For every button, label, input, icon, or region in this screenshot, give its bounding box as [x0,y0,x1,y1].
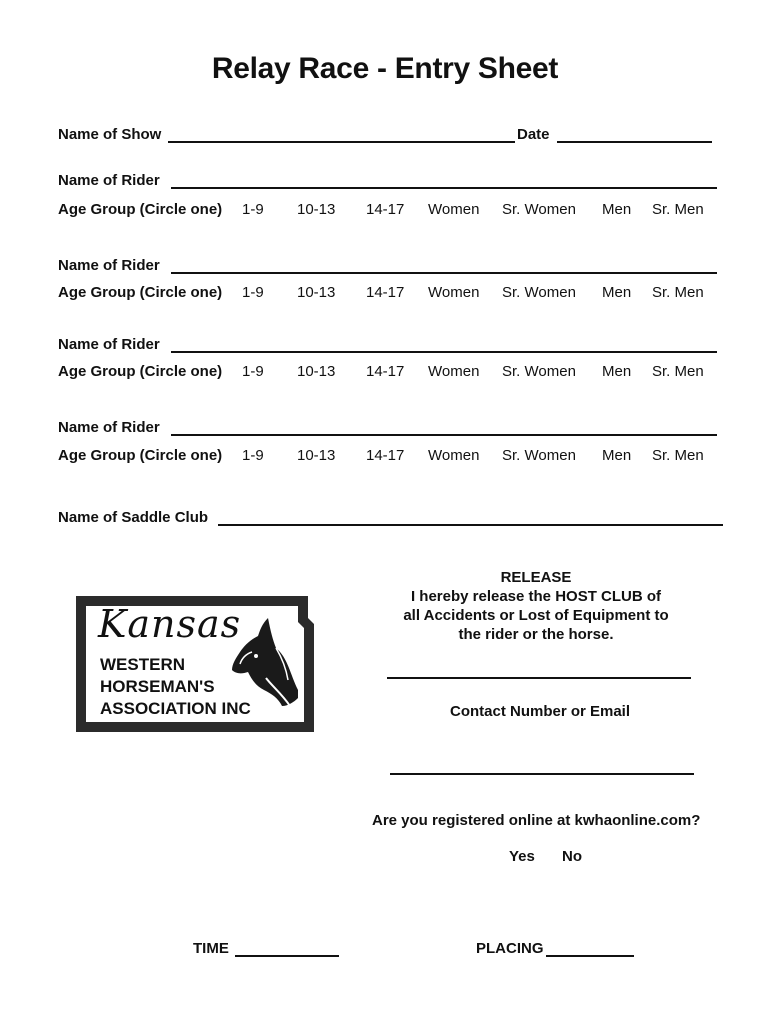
age-option[interactable]: Sr. Women [502,201,576,218]
age-option[interactable]: Sr. Men [652,201,704,218]
rider-name-field[interactable] [171,187,717,189]
rider-name-field[interactable] [171,272,717,274]
age-option[interactable]: Sr. Women [502,284,576,301]
time-field[interactable] [235,955,339,957]
rider-name-label: Name of Rider [58,419,160,436]
time-label: TIME [193,940,229,957]
page-title: Relay Race - Entry Sheet [211,52,559,85]
age-option[interactable]: 10-13 [297,201,336,218]
age-option[interactable]: 14-17 [366,284,405,301]
age-option[interactable]: 1-9 [242,363,264,380]
age-option[interactable]: Sr. Women [502,447,576,464]
age-option[interactable]: Sr. Men [652,363,704,380]
signature-field[interactable] [387,677,691,679]
age-option[interactable]: 14-17 [366,201,405,218]
saddle-club-field[interactable] [218,524,723,526]
age-option[interactable]: Men [602,447,632,464]
age-option[interactable]: 14-17 [366,447,405,464]
yes-option[interactable]: Yes [509,848,535,865]
age-option[interactable]: 1-9 [242,201,264,218]
age-option[interactable]: Sr. Men [652,447,704,464]
placing-field[interactable] [546,955,634,957]
age-option[interactable]: 1-9 [242,447,264,464]
show-name-field[interactable] [168,141,515,143]
age-option[interactable]: Men [602,201,632,218]
age-option[interactable]: 10-13 [297,447,336,464]
logo-kansas-script: Kansas [98,602,242,646]
show-name-label: Name of Show [58,126,162,143]
age-option[interactable]: 14-17 [366,363,405,380]
contact-field[interactable] [390,773,694,775]
kwha-logo [76,594,314,736]
age-option[interactable]: 10-13 [297,363,336,380]
age-option[interactable]: 10-13 [297,284,336,301]
age-option[interactable]: Men [602,363,632,380]
date-field[interactable] [557,141,712,143]
age-group-label: Age Group (Circle one) [58,201,223,218]
rider-name-field[interactable] [171,434,717,436]
age-option[interactable]: Women [428,363,480,380]
age-option[interactable]: Women [428,447,480,464]
age-option[interactable]: 1-9 [242,284,264,301]
rider-name-label: Name of Rider [58,257,160,274]
age-option[interactable]: Sr. Men [652,284,704,301]
release-text: RELEASE I hereby release the HOST CLUB of all Accidents or Lost of Equipment to the rider or the horse. [390,568,682,644]
release-heading: RELEASE [500,569,572,586]
registered-question: Are you registered online at kwhaonline.com? [372,812,701,829]
age-option[interactable]: Men [602,284,632,301]
saddle-club-label: Name of Saddle Club [58,509,209,526]
age-group-label: Age Group (Circle one) [58,284,223,301]
age-option[interactable]: Women [428,284,480,301]
age-group-label: Age Group (Circle one) [58,363,223,380]
date-label: Date [517,126,550,143]
no-option[interactable]: No [562,848,582,865]
contact-label: Contact Number or Email [449,703,631,720]
rider-name-label: Name of Rider [58,172,160,189]
placing-label: PLACING [476,940,544,957]
age-group-label: Age Group (Circle one) [58,447,223,464]
rider-name-label: Name of Rider [58,336,160,353]
logo-text: WESTERN HORSEMAN'S ASSOCIATION INC [100,655,251,718]
age-option[interactable]: Women [428,201,480,218]
age-option[interactable]: Sr. Women [502,363,576,380]
rider-name-field[interactable] [171,351,717,353]
